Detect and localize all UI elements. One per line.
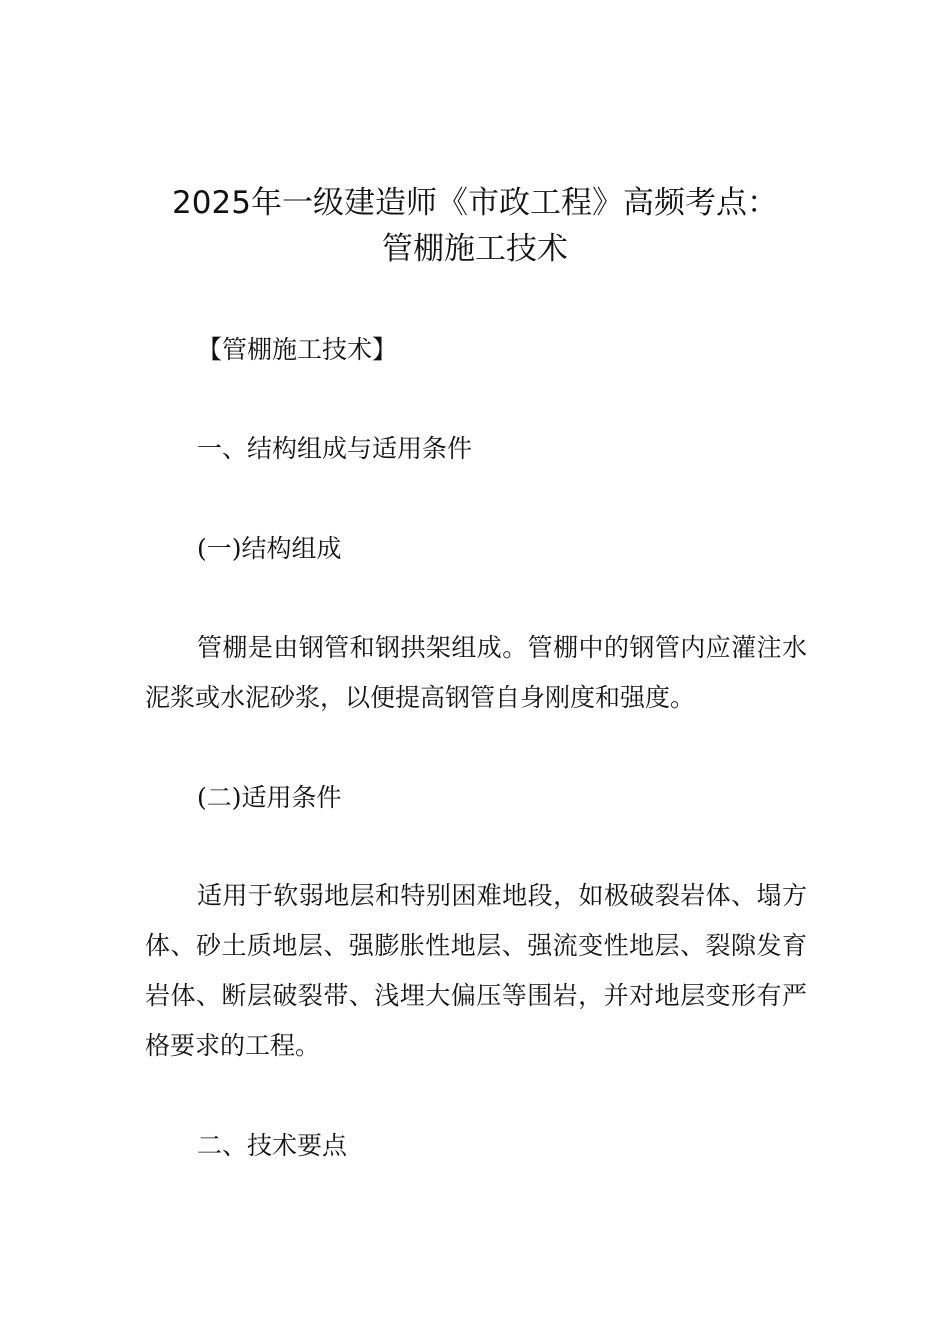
paragraph-structure: 管棚是由钢管和钢拱架组成。管棚中的钢管内应灌注水泥浆或水泥砂浆，以便提高钢管自身刚度和强度。	[145, 633, 807, 712]
subsection-heading-2: (二)适用条件	[197, 783, 342, 812]
paragraph-conditions: 适用于软弱地层和特别困难地段，如极破裂岩体、塌方体、砂土质地层、强膨胀性地层、强流变性地层、裂隙发育岩体、断层破裂带、浅埋大偏压等围岩，并对地层变形有严格要求的工程。	[145, 881, 807, 1060]
section-heading-1: 一、结构组成与适用条件	[197, 434, 473, 463]
bracket-heading: 【管棚施工技术】	[197, 335, 398, 364]
page-title-line-2: 管棚施工技术	[382, 231, 568, 267]
subsection-heading-1: (一)结构组成	[197, 534, 342, 563]
page-title-line-1: 2025年一级建造师《市政工程》高频考点：	[172, 185, 778, 221]
section-heading-2: 二、技术要点	[197, 1131, 348, 1160]
